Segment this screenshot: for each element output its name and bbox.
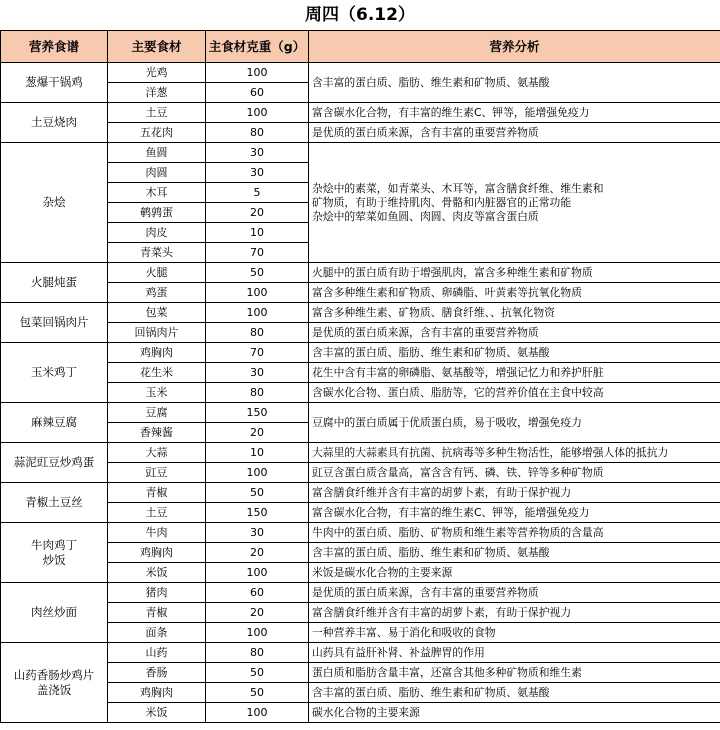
header-analysis: 营养分析 [309, 31, 720, 63]
ingredient-cell: 青椒 [108, 603, 206, 623]
header-weight: 主食材克重（g） [206, 31, 309, 63]
weight-cell: 80 [206, 123, 309, 143]
analysis-cell [309, 623, 720, 643]
dish-name-cell: 山药香肠炒鸡片 盖浇饭 [1, 643, 108, 723]
weight-cell: 80 [206, 383, 309, 403]
table-row [1, 143, 720, 163]
ingredient-cell: 包菜 [108, 303, 206, 323]
weight-cell: 30 [206, 363, 309, 383]
table-row [1, 463, 720, 483]
ingredient-cell: 面条 [108, 623, 206, 643]
weight-cell: 80 [206, 323, 309, 343]
weight-cell: 50 [206, 663, 309, 683]
analysis-cell [309, 343, 720, 363]
analysis-cell [309, 463, 720, 483]
ingredient-cell: 鹌鹑蛋 [108, 203, 206, 223]
analysis-text: 含碳水化合物、蛋白质、脂肪等，它的营养价值在主食中较高 [312, 386, 604, 399]
analysis-text: 含丰富的蛋白质、脂肪、维生素和矿物质、氨基酸 [312, 546, 550, 559]
analysis-cell [309, 483, 720, 503]
weight-cell: 20 [206, 603, 309, 623]
weight-cell: 70 [206, 343, 309, 363]
ingredient-cell: 肉圆 [108, 163, 206, 183]
table-row [1, 663, 720, 683]
analysis-text: 富含多种维生素和矿物质、卵磷脂、叶黄素等抗氧化物质 [312, 286, 582, 299]
analysis-text: 富含碳水化合物，有丰富的维生素C、钾等，能增强免疫力 [312, 506, 590, 519]
ingredient-cell: 香辣酱 [108, 423, 206, 443]
weight-cell: 50 [206, 483, 309, 503]
analysis-text: 富含膳食纤维并含有丰富的胡萝卜素，有助于保护视力 [312, 486, 572, 499]
table-row [1, 503, 720, 523]
weight-cell: 100 [206, 703, 309, 723]
table-row [1, 563, 720, 583]
analysis-cell [309, 403, 720, 443]
analysis-text: 蛋白质和脂肪含量丰富，还富含其他多种矿物质和维生素 [312, 666, 582, 679]
table-row [1, 263, 720, 283]
ingredient-cell: 猪肉 [108, 583, 206, 603]
table-row [1, 63, 720, 83]
table-row [1, 703, 720, 723]
ingredient-cell: 鸡胸肉 [108, 343, 206, 363]
ingredient-cell: 玉米 [108, 383, 206, 403]
ingredient-cell: 回锅肉片 [108, 323, 206, 343]
dish-name-cell: 葱爆干锅鸡 [1, 63, 108, 103]
analysis-cell [309, 123, 720, 143]
ingredient-cell: 花生米 [108, 363, 206, 383]
analysis-cell [309, 563, 720, 583]
ingredient-cell: 光鸡 [108, 63, 206, 83]
analysis-cell [309, 103, 720, 123]
weight-cell: 60 [206, 583, 309, 603]
analysis-text: 山药具有益肝补肾、补益脾胃的作用 [312, 646, 485, 659]
analysis-text: 米饭是碳水化合物的主要来源 [312, 566, 453, 579]
analysis-cell [309, 323, 720, 343]
table-body [1, 63, 720, 723]
dish-name-cell: 牛肉鸡丁 炒饭 [1, 523, 108, 583]
analysis-text: 矿物质，有助于维持肌肉、骨骼和内脏器官的正常功能 [312, 195, 572, 209]
analysis-cell [309, 683, 720, 703]
ingredient-cell: 山药 [108, 643, 206, 663]
ingredient-cell: 青椒 [108, 483, 206, 503]
analysis-cell [309, 603, 720, 623]
analysis-text: 杂烩中的素菜，如青菜头、木耳等，富含膳食纤维、维生素和 [312, 181, 604, 195]
dish-name-cell: 麻辣豆腐 [1, 403, 108, 443]
dish-name-cell: 玉米鸡丁 [1, 343, 108, 403]
weight-cell: 70 [206, 243, 309, 263]
ingredient-cell: 大蒜 [108, 443, 206, 463]
ingredient-cell: 土豆 [108, 103, 206, 123]
analysis-cell [309, 383, 720, 403]
analysis-text: 是优质的蛋白质来源，含有丰富的重要营养物质 [312, 326, 539, 339]
analysis-text: 杂烩中的荤菜如鱼圆、肉圆、肉皮等富含蛋白质 [312, 209, 539, 223]
weight-cell: 30 [206, 523, 309, 543]
ingredient-cell: 火腿 [108, 263, 206, 283]
weight-cell: 150 [206, 503, 309, 523]
analysis-cell [309, 263, 720, 283]
ingredient-cell: 豆腐 [108, 403, 206, 423]
ingredient-cell: 鸡蛋 [108, 283, 206, 303]
analysis-text: 豆腐中的蛋白质属于优质蛋白质，易于吸收，增强免疫力 [312, 416, 582, 429]
table-row [1, 283, 720, 303]
ingredient-cell: 洋葱 [108, 83, 206, 103]
ingredient-cell: 米饭 [108, 563, 206, 583]
weight-cell: 50 [206, 683, 309, 703]
weight-cell: 20 [206, 543, 309, 563]
weight-cell: 50 [206, 263, 309, 283]
header-dish: 营养食谱 [1, 31, 108, 63]
analysis-text: 是优质的蛋白质来源，含有丰富的重要营养物质 [312, 586, 539, 599]
weight-cell: 5 [206, 183, 309, 203]
table-row [1, 363, 720, 383]
weight-cell: 80 [206, 643, 309, 663]
ingredient-cell: 五花肉 [108, 123, 206, 143]
table-row [1, 683, 720, 703]
table-row [1, 303, 720, 323]
analysis-text: 富含碳水化合物，有丰富的维生素C、钾等，能增强免疫力 [312, 106, 590, 119]
analysis-text: 富含多种维生素、矿物质、膳食纤维、、抗氧化物资 [312, 306, 555, 319]
analysis-text: 含丰富的蛋白质、脂肪、维生素和矿物质、氨基酸 [312, 76, 550, 89]
table-row [1, 483, 720, 503]
table-row [1, 343, 720, 363]
table-row [1, 123, 720, 143]
table-header-row [1, 31, 720, 63]
analysis-text: 一种营养丰富、易于消化和吸收的食物 [312, 626, 496, 639]
weight-cell: 100 [206, 303, 309, 323]
dish-name-cell: 青椒土豆丝 [1, 483, 108, 523]
table-row [1, 383, 720, 403]
ingredient-cell: 米饭 [108, 703, 206, 723]
ingredient-cell: 香肠 [108, 663, 206, 683]
analysis-cell [309, 643, 720, 663]
weight-cell: 100 [206, 623, 309, 643]
table-row [1, 403, 720, 423]
weight-cell: 100 [206, 103, 309, 123]
ingredient-cell: 木耳 [108, 183, 206, 203]
ingredient-cell: 豇豆 [108, 463, 206, 483]
analysis-cell [309, 703, 720, 723]
weight-cell: 30 [206, 163, 309, 183]
weight-cell: 60 [206, 83, 309, 103]
table-row [1, 103, 720, 123]
analysis-cell [309, 143, 720, 263]
table-row [1, 523, 720, 543]
dish-name-cell: 蒜泥豇豆炒鸡蛋 [1, 443, 108, 483]
table-row [1, 443, 720, 463]
dish-name-cell: 杂烩 [1, 143, 108, 263]
analysis-text: 富含膳食纤维并含有丰富的胡萝卜素，有助于保护视力 [312, 606, 572, 619]
analysis-cell [309, 363, 720, 383]
analysis-cell [309, 523, 720, 543]
ingredient-cell: 青菜头 [108, 243, 206, 263]
analysis-text: 含丰富的蛋白质、脂肪、维生素和矿物质、氨基酸 [312, 346, 550, 359]
nutrition-table [0, 30, 720, 723]
analysis-cell [309, 443, 720, 463]
weight-cell: 100 [206, 63, 309, 83]
table-row [1, 543, 720, 563]
table-row [1, 643, 720, 663]
weight-cell: 10 [206, 443, 309, 463]
table-row [1, 623, 720, 643]
table-row [1, 603, 720, 623]
analysis-text: 花生中含有丰富的卵磷脂、氨基酸等，增强记忆力和养护肝脏 [312, 366, 604, 379]
dish-name-cell: 包菜回锅肉片 [1, 303, 108, 343]
analysis-cell [309, 583, 720, 603]
ingredient-cell: 肉皮 [108, 223, 206, 243]
analysis-text: 碳水化合物的主要来源 [312, 706, 420, 719]
analysis-text: 火腿中的蛋白质有助于增强肌肉，富含多种维生素和矿物质 [312, 266, 593, 279]
analysis-cell [309, 543, 720, 563]
analysis-text: 大蒜里的大蒜素具有抗菌、抗病毒等多种生物活性，能够增强人体的抵抗力 [312, 446, 669, 459]
ingredient-cell: 鸡胸肉 [108, 683, 206, 703]
weight-cell: 20 [206, 423, 309, 443]
weight-cell: 20 [206, 203, 309, 223]
analysis-cell [309, 303, 720, 323]
weight-cell: 150 [206, 403, 309, 423]
table-row [1, 323, 720, 343]
analysis-cell [309, 63, 720, 103]
analysis-cell [309, 663, 720, 683]
analysis-cell [309, 503, 720, 523]
ingredient-cell: 鱼圆 [108, 143, 206, 163]
ingredient-cell: 牛肉 [108, 523, 206, 543]
weight-cell: 100 [206, 563, 309, 583]
analysis-text: 是优质的蛋白质来源，含有丰富的重要营养物质 [312, 126, 539, 139]
analysis-text: 豇豆含蛋白质含量高，富含含有钙、磷、铁、锌等多种矿物质 [312, 466, 604, 479]
analysis-text: 含丰富的蛋白质、脂肪、维生素和矿物质、氨基酸 [312, 686, 550, 699]
page-title: 周四（6.12） [305, 5, 415, 25]
weight-cell: 10 [206, 223, 309, 243]
ingredient-cell: 鸡胸肉 [108, 543, 206, 563]
ingredient-cell: 土豆 [108, 503, 206, 523]
weight-cell: 30 [206, 143, 309, 163]
dish-name-cell: 火腿炖蛋 [1, 263, 108, 303]
dish-name-cell: 肉丝炒面 [1, 583, 108, 643]
weight-cell: 100 [206, 463, 309, 483]
table-row [1, 583, 720, 603]
dish-name-cell: 土豆烧肉 [1, 103, 108, 143]
header-ingredient: 主要食材 [108, 31, 206, 63]
analysis-text: 牛肉中的蛋白质、脂肪、矿物质和维生素等营养物质的含量高 [312, 526, 604, 539]
analysis-cell [309, 283, 720, 303]
weight-cell: 100 [206, 283, 309, 303]
